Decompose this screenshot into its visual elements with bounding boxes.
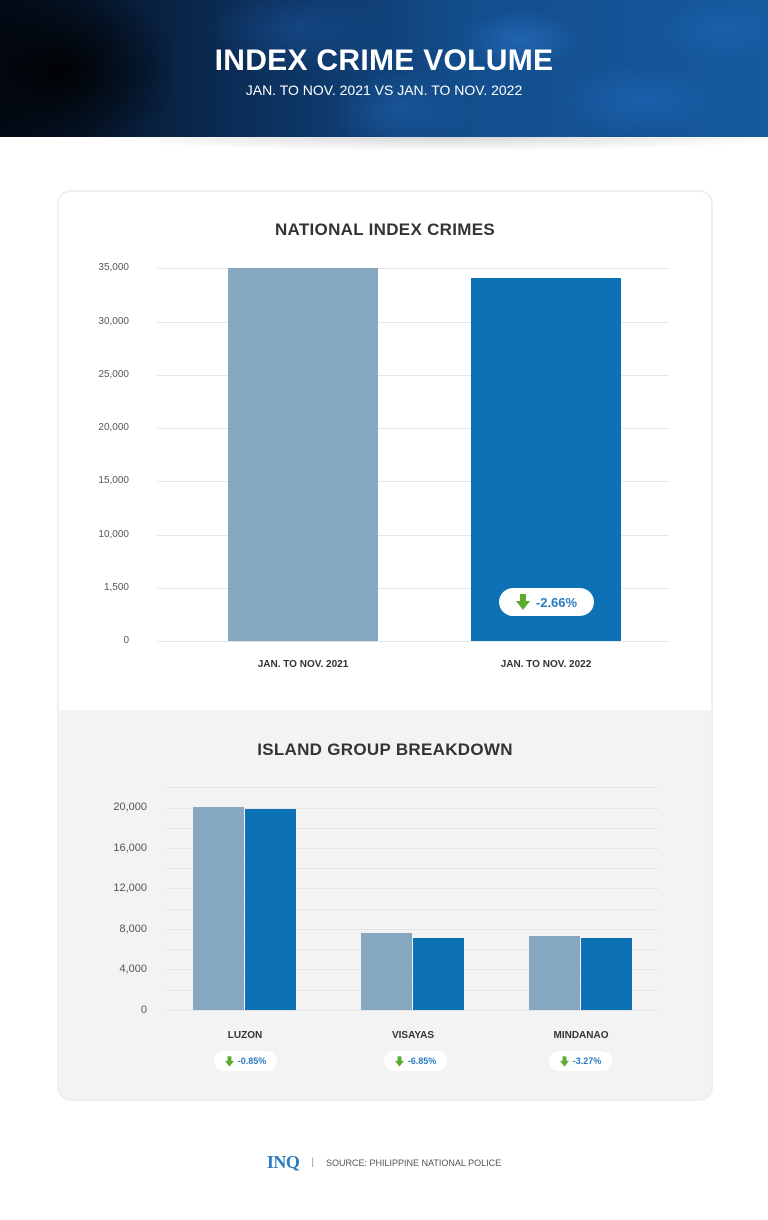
gridline <box>157 641 669 642</box>
change-value: -6.85% <box>407 1056 437 1066</box>
x-label: JAN. TO NOV. 2022 <box>500 659 592 670</box>
footer <box>0 1152 768 1173</box>
change-value: -0.85% <box>237 1056 267 1066</box>
island-chart-title: ISLAND GROUP BREAKDOWN <box>257 740 513 759</box>
ytick: 25,000 <box>98 369 129 380</box>
change-badge-luzon <box>214 1051 277 1071</box>
change-badge-visayas <box>384 1051 447 1071</box>
ytick: 16,000 <box>113 842 147 854</box>
bar-visayas-2021[interactable] <box>361 933 412 1010</box>
source-credit: SOURCE: PHILIPPINE NATIONAL POLICE <box>326 1157 502 1168</box>
gridline <box>167 787 659 788</box>
ytick: 0 <box>123 635 129 646</box>
x-label: MINDANAO <box>553 1030 609 1041</box>
ytick: 30,000 <box>98 316 129 327</box>
bar-luzon-2022[interactable] <box>245 809 296 1010</box>
bar-visayas-2022[interactable] <box>413 938 464 1010</box>
bar-2022[interactable] <box>471 278 621 641</box>
bar-mindanao-2022[interactable] <box>581 938 632 1010</box>
national-chart-title: NATIONAL INDEX CRIMES <box>274 220 496 239</box>
down-arrow-icon <box>395 1056 404 1067</box>
national-chart <box>59 192 711 710</box>
ytick: 0 <box>140 1004 147 1016</box>
ytick: 15,000 <box>98 475 129 486</box>
ytick: 35,000 <box>98 262 129 273</box>
ytick: 12,000 <box>113 882 147 894</box>
down-arrow-icon <box>560 1056 569 1067</box>
header-banner <box>0 0 768 137</box>
ytick: 4,000 <box>119 963 147 975</box>
x-label: JAN. TO NOV. 2021 <box>257 659 349 670</box>
ytick: 10,000 <box>98 529 129 540</box>
bar-luzon-2021[interactable] <box>193 807 244 1010</box>
ytick: 8,000 <box>119 923 147 935</box>
footer-separator: | <box>311 1157 315 1168</box>
change-value: -3.27% <box>572 1056 602 1066</box>
bar-mindanao-2021[interactable] <box>529 936 580 1010</box>
x-label: LUZON <box>227 1030 263 1041</box>
gridline <box>167 1010 659 1011</box>
change-badge <box>499 588 594 616</box>
ytick: 1,500 <box>103 582 129 593</box>
change-value: -2.66% <box>535 594 578 610</box>
page-subtitle: JAN. TO NOV. 2021 VS JAN. TO NOV. 2022 <box>245 82 523 98</box>
down-arrow-icon <box>516 594 530 610</box>
page-title: INDEX CRIME VOLUME <box>214 44 554 77</box>
ytick: 20,000 <box>113 801 147 813</box>
banner-shadow <box>60 137 760 161</box>
x-label: VISAYAS <box>391 1030 435 1041</box>
bar-2021[interactable] <box>228 268 378 641</box>
inq-logo: INQ <box>266 1152 300 1172</box>
down-arrow-icon <box>225 1056 234 1067</box>
change-badge-mindanao <box>549 1051 612 1071</box>
charts-card <box>57 190 713 1101</box>
ytick: 20,000 <box>98 422 129 433</box>
